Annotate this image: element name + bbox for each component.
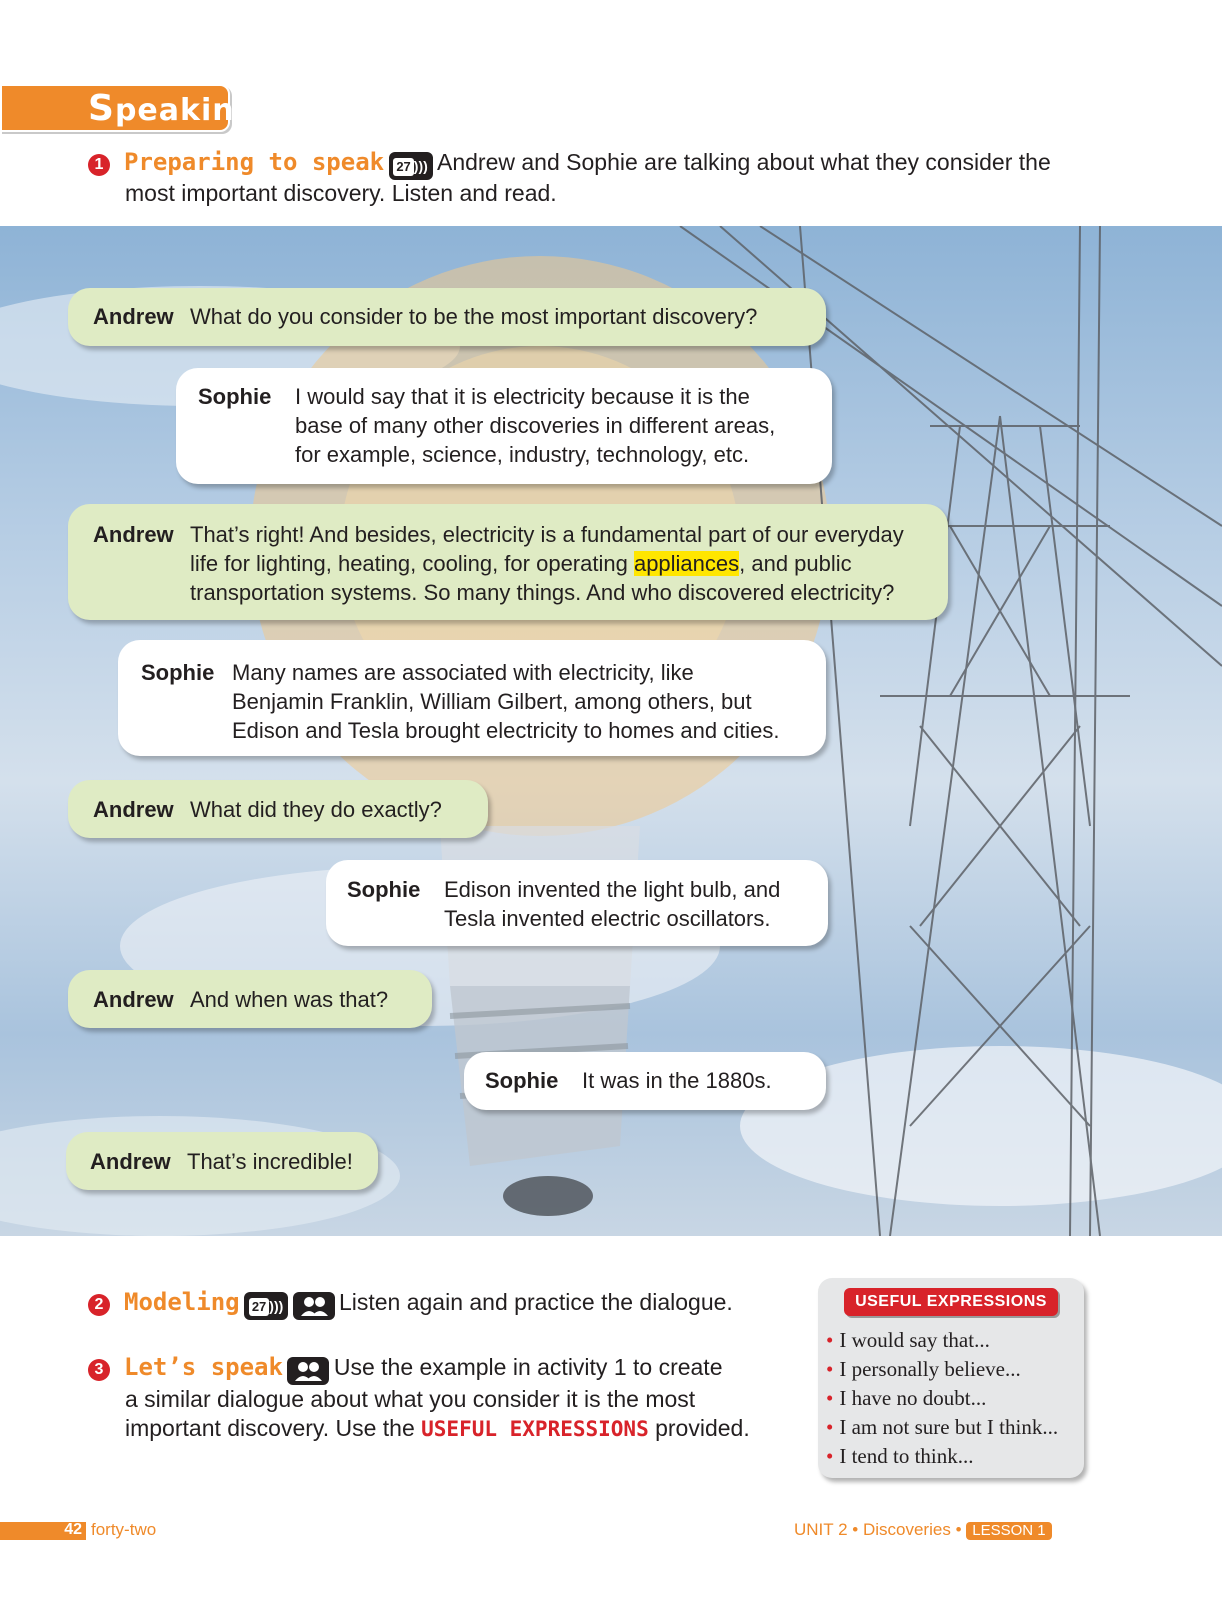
activity-2-title: Modeling [124, 1288, 240, 1316]
dialogue-bubble-andrew [66, 1132, 378, 1190]
dialogue-line: transportation systems. So many things. And who discovered electricity? [190, 580, 895, 605]
speaker-name: Sophie [198, 384, 272, 409]
activity-1-heading [124, 148, 1124, 180]
unit-topic: Discoveries [862, 1520, 951, 1539]
activity-2-instruction: Listen again and practice the dialogue. [338, 1289, 733, 1315]
useful-expressions-reference: USEFUL EXPRESSIONS [421, 1417, 649, 1441]
dialogue-line: I would say that it is electricity because it is the [295, 384, 750, 409]
dialogue-bubble-sophie [464, 1052, 826, 1110]
dialogue-bubble-sophie [326, 860, 828, 946]
highlighted-vocabulary: appliances [633, 551, 740, 576]
activity-3-title: Let’s speak [124, 1353, 283, 1381]
dialogue-line: base of many other discoveries in different areas, [295, 413, 776, 438]
dialogue-line: Edison invented the light bulb, and [444, 877, 781, 902]
speaker-name: Sophie [485, 1068, 559, 1093]
list-item: • I tend to think... [826, 1442, 1058, 1471]
activity-1-instruction-cont: most important discovery. Listen and read. [125, 180, 557, 206]
dialogue-line: Many names are associated with electricity, like [232, 660, 694, 685]
activity-number-3: 3 [88, 1359, 110, 1381]
speaker-name: Sophie [347, 877, 421, 902]
dialogue-line: That’s incredible! [187, 1149, 353, 1174]
pair-work-icon [287, 1357, 329, 1385]
section-title: Speaking [88, 88, 258, 129]
useful-expressions-list [826, 1326, 1058, 1471]
activity-3-instruction: Use the example in activity 1 to create [333, 1354, 723, 1380]
list-item: • I am not sure but I think... [826, 1413, 1058, 1442]
activity-3-instruction-cont: important discovery. Use the USEFUL EXPRESSIONS provided. [125, 1415, 750, 1441]
dialogue-line: Benjamin Franklin, William Gilbert, among others, but [232, 689, 752, 714]
dialogue-photo [0, 226, 1222, 1236]
dialogue-bubble-andrew [68, 504, 948, 620]
dialogue-line: life for lighting, heating, cooling, for operating appliances, and public [190, 551, 852, 576]
page-number-word: forty-two [91, 1520, 157, 1539]
activity-number-1: 1 [88, 154, 110, 176]
speaker-name: Andrew [93, 987, 174, 1012]
section-tab [0, 84, 258, 132]
page-number: 42 [64, 1521, 82, 1538]
pair-work-icon [293, 1292, 335, 1320]
audio-track-icon[interactable]: 27 ))) [244, 1292, 288, 1320]
dialogue-line: That’s right! And besides, electricity is a fundamental part of our everyday [190, 522, 904, 547]
useful-expressions-title: USEFUL EXPRESSIONS [844, 1288, 1058, 1316]
speaker-name: Andrew [90, 1149, 171, 1174]
dialogue-line: What do you consider to be the most important discovery? [190, 304, 758, 329]
audio-track-icon[interactable]: 27 ))) [389, 152, 433, 180]
useful-expressions-box [818, 1278, 1084, 1478]
activity-1-title: Preparing to speak [124, 148, 385, 176]
activity-1-instruction: Andrew and Sophie are talking about what they consider the [437, 149, 1051, 175]
lesson-badge: LESSON 1 [966, 1522, 1051, 1540]
dialogue-bubble-andrew [68, 780, 488, 838]
activity-3-instruction-cont: a similar dialogue about what you consider it is the most [125, 1386, 696, 1412]
dialogue-bubble-sophie [176, 368, 832, 484]
activity-2-heading [124, 1288, 804, 1320]
speaker-name: Sophie [141, 660, 215, 685]
dialogue-line: It was in the 1880s. [582, 1068, 772, 1093]
list-item: • I personally believe... [826, 1355, 1058, 1384]
list-item: • I would say that... [826, 1326, 1058, 1355]
unit-breadcrumb: UNIT 2 • Discoveries • LESSON 1 [794, 1520, 1052, 1540]
activity-3-heading [124, 1353, 804, 1385]
dialogue-bubble-andrew [68, 970, 432, 1028]
dialogue-line: for example, science, industry, technology, etc. [295, 442, 750, 467]
speaker-name: Andrew [93, 522, 174, 547]
unit-label: UNIT 2 [794, 1520, 848, 1539]
dialogue-bubble-andrew [68, 288, 826, 346]
dialogue-line: Edison and Tesla brought electricity to homes and cities. [232, 718, 780, 743]
activity-number-2: 2 [88, 1294, 110, 1316]
dialogue-line: What did they do exactly? [190, 797, 442, 822]
speaker-name: Andrew [93, 797, 174, 822]
speaker-name: Andrew [93, 304, 174, 329]
dialogue-bubble-sophie [118, 640, 826, 756]
dialogue-line: And when was that? [190, 987, 389, 1012]
list-item: • I have no doubt... [826, 1384, 1058, 1413]
dialogue-line: Tesla invented electric oscillators. [444, 906, 771, 931]
page-number-bar [0, 1522, 86, 1540]
